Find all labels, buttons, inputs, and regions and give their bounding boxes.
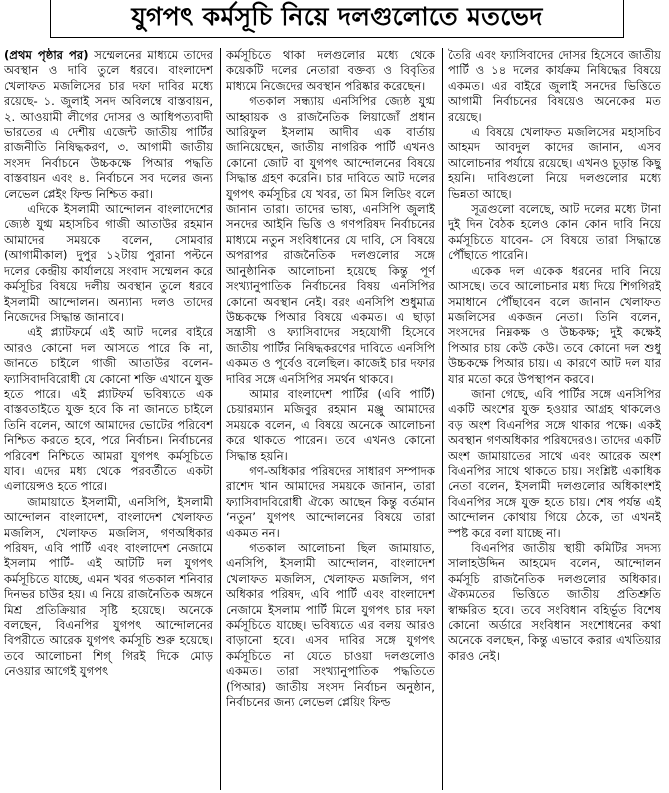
- headline-box: [50, 0, 624, 38]
- paragraph: জামায়াতে ইসলামী, এনসিপি, ইসলামী আন্দোলন বাংলাদেশ, বাংলাদেশ খেলাফত মজলিস, খেলাফত মজলিস, গণঅধিকার পরিষদ, এবি পার্টি এবং বাংলাদেশ নেজামে ইসলাম পার্টি- এই আটটি দল যুগপৎ কর্মসূচিতে যাচ্ছে, এমন খবর গতকাল শনিবার দিনভর চাউর হয়। এ নিয়ে রাজনৈতিক অঙ্গনে মিশ্র প্রতিক্রিয়ার সৃষ্টি হয়েছে। অনেকে বলছেন, বিএনপির যুগপৎ আন্দোলনের বিপরীতে আরেক যুগপৎ কর্মসূচি শুরু হয়েছে। তবে আলোচনা শিগ্‌ গিরই দিকে মোড় নেওয়ার আগেই যুগপৎ: [4, 494, 213, 679]
- article-columns: [4, 48, 665, 790]
- column-divider: [220, 48, 221, 790]
- article-column-1: [4, 48, 213, 790]
- paragraph: বিএনপির জাতীয় স্থায়ী কমিটির সদস্য সালাহউদ্দিন আহমেদ বলেন, আন্দোলন কর্মসূচি রাজনৈতিক দলগুলোর অধিকার। ঐক্যমতের ভিত্তিতে জাতীয় প্রতিশ্রুতি স্বাক্ষরিত হবে। তবে সংবিধান বহির্ভূত বিশেষ কোনো অর্ডারে সংবিধান সংশোধনের কথা অনেকে বলছেন, কিন্তু এভাবে করার এখতিয়ার কারও নেই।: [448, 541, 661, 663]
- paragraph: এ বিষয়ে খেলাফত মজলিসের মহাসচিব আহমদ আবদুল কাদের জানান, এসব আলোচনার পর্যায়ে রয়েছে। এখনও চূড়ান্ত কিছু হয়নি। দাবিগুলো নিয়ে দলগুলোর মধ্যে ভিন্নতা আছে।: [448, 125, 661, 201]
- column-divider: [442, 48, 443, 790]
- paragraph: গতকাল সন্ধ্যায় এনসিপির জ্যেষ্ঠ যুগ্ম আহ্বায়ক ও রাজনৈতিক লিয়াজোঁ প্রধান আরিফুল ইসলাম আদীব এক বার্তায় জানিয়েছেন, জাতীয় নাগরিক পার্টি এখনও কোনো জোট বা যুগপৎ আন্দোলনের বিষয়ে সিদ্ধান্ত গ্রহণ করেনি। চার দাবিতে আট দলের যুগপৎ কর্মসূচির যে খবর, তা মিস লিডিং বলে জানান তারা। তাদের ভাষ্য, এনসিপি জুলাই সনদের আইনি ভিত্তি ও গণপরিষদ নির্বাচনের মাধ্যমে নতুন সংবিধানের যে দাবি, সে বিষয়ে অপরাপর রাজনৈতিক দলগুলোর সঙ্গে আনুষ্ঠানিক আলোচনা হয়েছে কিন্তু পূর্ণ সংখ্যানুপাতিক নির্বাচনের বিষয় এনসিপির কোনো অবস্থান নেই। বরং এনসিপি শুধুমাত্র উচ্চকক্ষে পিআর বিষয়ে একমত। এ ছাড়া সন্ত্রাসী ও ফ্যাসিবাদের সহযোগী হিসেবে জাতীয় পার্টির নিষিদ্ধকরণের দাবিতে এনসিপি একমত ও পূর্বেও বলেছিল। কাজেই চার দফার দাবির সঙ্গে এনসিপির সমর্থন থাকবে।: [226, 94, 435, 386]
- paragraph: গতকাল আলোচনা ছিল জামায়াত, এনসিপি, ইসলামী আন্দোলন, বাংলাদেশ খেলাফত মজলিস, খেলাফত মজলিস, গণ অধিকার পরিষদ, এবি পার্টি এবং বাংলাদেশ নেজামে ইসলাম পার্টি মিলে যুগপৎ চার দফা কর্মসূচিতে যাচ্ছে। ভবিষ্যতে এর বলয় আরও বাড়ানো হবে। এসব দাবির সঙ্গে যুগপৎ কর্মসূচিতে না যেতে চাওয়া দলগুলোও একমত। তারা সংখ্যানুপাতিক পদ্ধতিতে (পিআর) জাতীয় সংসদ নির্বাচন অনুষ্ঠান, নির্বাচনের জন্য লেভেল প্লেয়িং ফিল্ড: [226, 541, 435, 710]
- paragraph: এই প্ল্যাটফর্মে এই আট দলের বাইরে আরও কোনো দল আসতে পারে কি না, জানতে চাইলে গাজী আতাউর বলেন- ফ্যাসিবাদবিরোধী যে কোনো শক্তি এখানে যুক্ত হতে পারে। এই প্ল্যাটফর্ম ভবিষ্যতে এক বাস্তবতাইতে যুক্ত হবে কি না জানতে চাইলে তিনি বলেন, আগে আমাদের ভোটের পরিবেশ নিশ্চিত করতে হবে, পরে নির্বাচন। নির্বাচনের পরিবেশ নিশ্চিতে আমরা যুগপৎ কর্মসূচিতে যাব। এদের মধ্য থেকে পরবর্তীতে একটা এলায়েন্সও হতে পারে।: [4, 325, 213, 494]
- paragraph: গণ-অধিকার পরিষদের সাধারণ সম্পাদক রাশেদ খান আমাদের সময়কে জানান, তারা ফ্যাসিবাদবিরোধী ঐক্যে আছেন কিন্তু বর্তমান ‘নতুন’ যুগপৎ আন্দোলনের বিষয়ে তারা একমত নন।: [226, 463, 435, 540]
- paragraph: একেক দল একেক ধরনের দাবি নিয়ে আসছে। তবে আলোচনার মধ্য দিয়ে শিগগিরই সমাধানে পৌঁছাবেন বলে জানান খেলাফত মজলিসের একজন নেতা। তিনি বলেন, সংসদের নিম্নকক্ষ ও উচ্চকক্ষ; দুই কক্ষেই পিআর চায় কেউ কেউ। তবে কোনো দল শুধু উচ্চকক্ষে পিআর চায়। এ কারণে আট দল যার যার মতো করে উপস্থাপন করবে।: [448, 263, 661, 386]
- paragraph: সূত্রগুলো বলেছে, আট দলের মধ্যে টানা দুই দিন বৈঠক হলেও কোন কোন দাবি নিয়ে কর্মসূচিতে যাবেন- সে বিষয়ে তারা সিদ্ধান্তে পৌঁছাতে পারেনি।: [448, 202, 661, 263]
- paragraph: কর্মসূচিতে থাকা দলগুলোর মধ্যে থেকে কয়েকটি দলের নেতারা বক্তব্য ও বিবৃতির মাধ্যমে নিজেদের অবস্থান পরিষ্কার করেছেন।: [226, 48, 435, 93]
- paragraph: এদিকে ইসলামী আন্দোলন বাংলাদেশের জ্যেষ্ঠ যুগ্ম মহাসচিব গাজী আতাউর রহমান আমাদের সময়কে বলেন, সোমবার (আগামীকাল) দুপুর ১২টায় পুরানা পল্টনে দলের কেন্দ্রীয় কার্যালয়ে সংবাদ সম্মেলন করে কর্মসূচির বিষয়ে দলীয় অবস্থান তুলে ধরবে ইসলামী আন্দোলন। অন্যান্য দলও তাদের নিজেদের সিদ্ধান্ত জানাবে।: [4, 202, 213, 324]
- paragraph: (প্রথম পৃষ্ঠার পর) সম্মেলনের মাধ্যমে তাদের অবস্থান ও দাবি তুলে ধরবে। বাংলাদেশ খেলাফত মজলিসের চার দফা দাবির মধ্যে রয়েছে- ১. জুলাই সনদ অবিলম্বে বাস্তবায়ন, ২. আওয়ামী লীগের দোসর ও আধিপত্যবাদী ভারতের এ দেশীয় এজেন্ট জাতীয় পার্টির রাজনীতি নিষিদ্ধকরণ, ৩. আগামী জাতীয় সংসদ নির্বাচনে উচ্চকক্ষে পিআর পদ্ধতি বাস্তবায়ন এবং ৪. নির্বাচনে সব দলের জন্য লেভেল প্লেইং ফিল্ড নিশ্চিত করা।: [4, 48, 213, 201]
- article-column-2: [226, 48, 435, 790]
- headline: যুগপৎ কর্মসূচি নিয়ে দলগুলোতে মতভেদ: [131, 2, 543, 31]
- paragraph: জানা গেছে, এবি পার্টির সঙ্গে এনসিপির একটি অংশের যুক্ত হওয়ার আগ্রহ থাকলেও বড় অংশ বিএনপির সঙ্গে থাকার পক্ষে। একই অবস্থান গণঅধিকার পরিষদেরও। তাদের একটি অংশ জামায়াতের সাথে এবং আরেক অংশ বিএনপির সাথে থাকতে চায়। সংশ্লিষ্ট একাধিক নেতা বলেন, ইসলামী দলগুলোর অধিকাংশই বিএনপির সঙ্গে যুক্ত হতে চায়। শেষ পর্যন্ত এই আন্দোলন কোথায় গিয়ে ঠেকে, তা এখনই স্পষ্ট করে বলা যাচ্ছে না।: [448, 386, 661, 540]
- article-column-3: [448, 48, 661, 790]
- paragraph: তৈরি এবং ফ্যাসিবাদের দোসর হিসেবে জাতীয় পার্টি ও ১৪ দলের কার্যক্রম নিষিদ্ধের বিষয়ে একমত। এর বাইরে জুলাই সনদের ভিত্তিতে আগামী নির্বাচনের বিষয়েও অনেকের মত রয়েছে।: [448, 48, 661, 124]
- continued-label: (প্রথম পৃষ্ঠার পর): [4, 48, 89, 62]
- paragraph: আমার বাংলাদেশ পার্টির (এবি পার্টি) চেয়ারম্যান মজিবুর রহমান মঞ্জু আমাদের সময়কে বলেন, এ বিষয়ে অনেকে আলোচনা করে থাকতে পারেন। তবে এখনও কোনো সিদ্ধান্ত হয়নি।: [226, 386, 435, 463]
